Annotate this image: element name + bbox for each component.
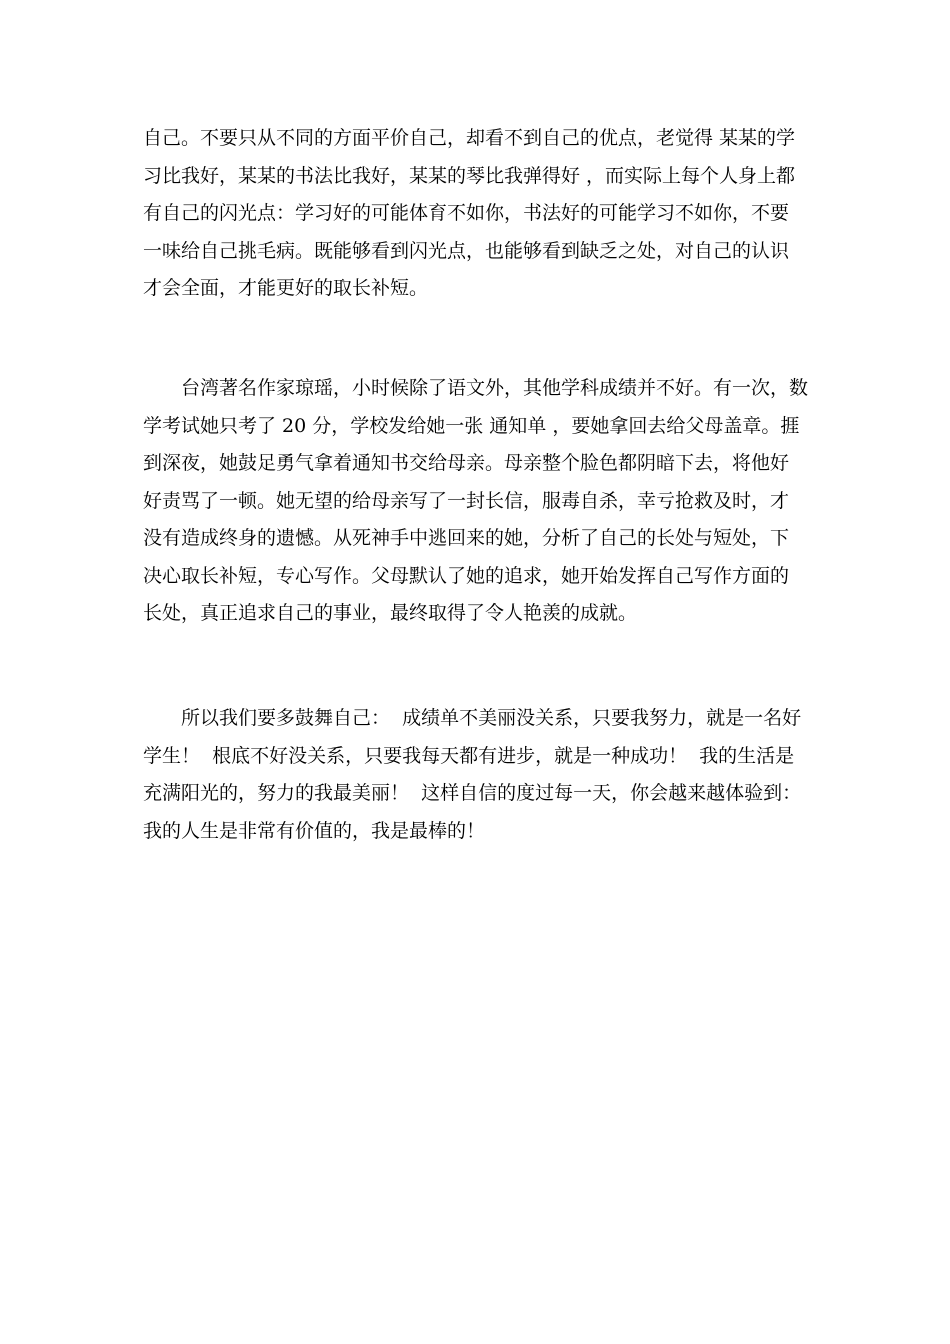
text-line: 长处，真正追求自己的事业，最终取得了令人艳羡的成就。	[143, 602, 638, 624]
text-line: 决心取长补短，专心写作。父母默认了她的追求，她开始发挥自己写作方面的	[143, 564, 790, 587]
paragraph-self-evaluation	[143, 120, 811, 308]
text-line: 我的人生是非常有价值的，我是最棒的！	[143, 819, 486, 842]
text-line: 充满阳光的，努力的我最美丽！ 这样自信的度过每一天，你会越来越体验到：	[143, 782, 802, 804]
text-line: 台湾著名作家琼瑶，小时候除了语文外，其他学科成绩并不好。有一次，数	[143, 377, 809, 399]
text-line: 才会全面，才能更好的取长补短。	[143, 277, 429, 299]
paragraph-encouragement	[143, 700, 811, 850]
text-line: 所以我们要多鼓舞自己： 成绩单不美丽没关系，只要我努力，就是一名好	[143, 707, 802, 729]
text-line: 习比我好，某某的书法比我好，某某的琴比我弹得好 ，而实际上每个人身上都	[143, 164, 796, 187]
text-line: 学考试她只考了 20 分，学校发给她一张 通知单 ，要她拿回去给父母盖章。捱	[143, 414, 800, 437]
text-line: 好责骂了一顿。她无望的给母亲写了一封长信，服毒自杀，幸亏抢救及时，才	[143, 489, 790, 512]
text-line: 一味给自己挑毛病。既能够看到闪光点，也能够看到缺乏之处，对自己的认识	[143, 239, 790, 262]
text-line: 到深夜，她鼓足勇气拿着通知书交给母亲。母亲整个脸色都阴暗下去，将他好	[143, 452, 790, 474]
text-line: 学生！ 根底不好没关系，只要我每天都有进步，就是一种成功！ 我的生活是	[143, 744, 795, 767]
text-line: 没有造成终身的遗憾。从死神手中逃回来的她，分析了自己的长处与短处，下	[143, 527, 790, 549]
paragraph-qiongyao-story	[143, 370, 811, 633]
text-line: 有自己的闪光点：学习好的可能体育不如你，书法好的可能学习不如你，不要	[143, 202, 790, 224]
text-line: 自己。不要只从不同的方面平价自己，却看不到自己的优点，老觉得 某某的学	[143, 127, 796, 149]
